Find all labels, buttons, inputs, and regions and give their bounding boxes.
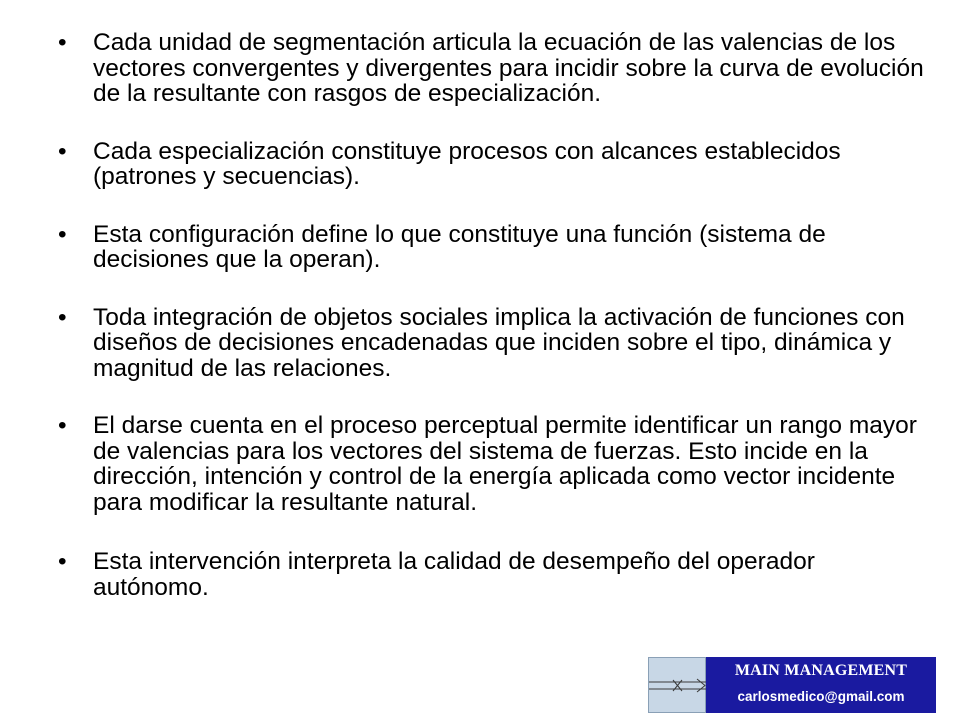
bullet-text-6: Esta intervención interpreta la calidad de desempeño del operador autónomo. [93, 548, 815, 601]
bullet-marker: • [58, 303, 67, 331]
logo-title: MAIN MANAGEMENT [734, 662, 908, 679]
bullet-marker: • [58, 548, 67, 575]
bullet-item-4 [58, 305, 928, 382]
arrow-link-icon [649, 658, 707, 714]
bullet-text-1: Cada unidad de segmentación articula la ecuación de las valencias de los vectores convergentes y divergentes para incidir sobre la curva de evolución de la resultante con rasgos de especialización. [93, 29, 924, 107]
main-management-logo [648, 657, 936, 713]
logo-panel [706, 657, 936, 713]
bullet-item-2 [58, 139, 928, 190]
bullet-text-4: Toda integración de objetos sociales implica la activación de funciones con diseños de decisiones encadenadas que inciden sobre el tipo, dinámica y magnitud de las relaciones. [93, 303, 905, 382]
bullet-marker: • [58, 137, 67, 165]
logo-email: carlosmedico@gmail.com [737, 689, 905, 704]
bullet-marker: • [58, 412, 67, 439]
logo-emblem [648, 657, 706, 713]
bullet-text-2: Cada especialización constituye procesos con alcances establecidos (patrones y secuencias). [93, 137, 841, 190]
bullet-marker: • [58, 220, 67, 248]
bullet-list [58, 30, 928, 632]
bullet-item-1 [58, 30, 928, 107]
bullet-item-3 [58, 222, 928, 273]
bullet-item-5 [58, 413, 928, 515]
bullet-marker: • [58, 29, 67, 56]
bullet-text-5: El darse cuenta en el proceso perceptual permite identificar un rango mayor de valencias para los vectores del sistema de fuerzas. Esto incide en la dirección, intención y control de la energía aplicada como vector incidente para modificar la resultante natural. [93, 412, 917, 516]
bullet-item-6 [58, 549, 928, 600]
bullet-text-3: Esta configuración define lo que constituye una función (sistema de decisiones que la operan). [93, 220, 826, 273]
